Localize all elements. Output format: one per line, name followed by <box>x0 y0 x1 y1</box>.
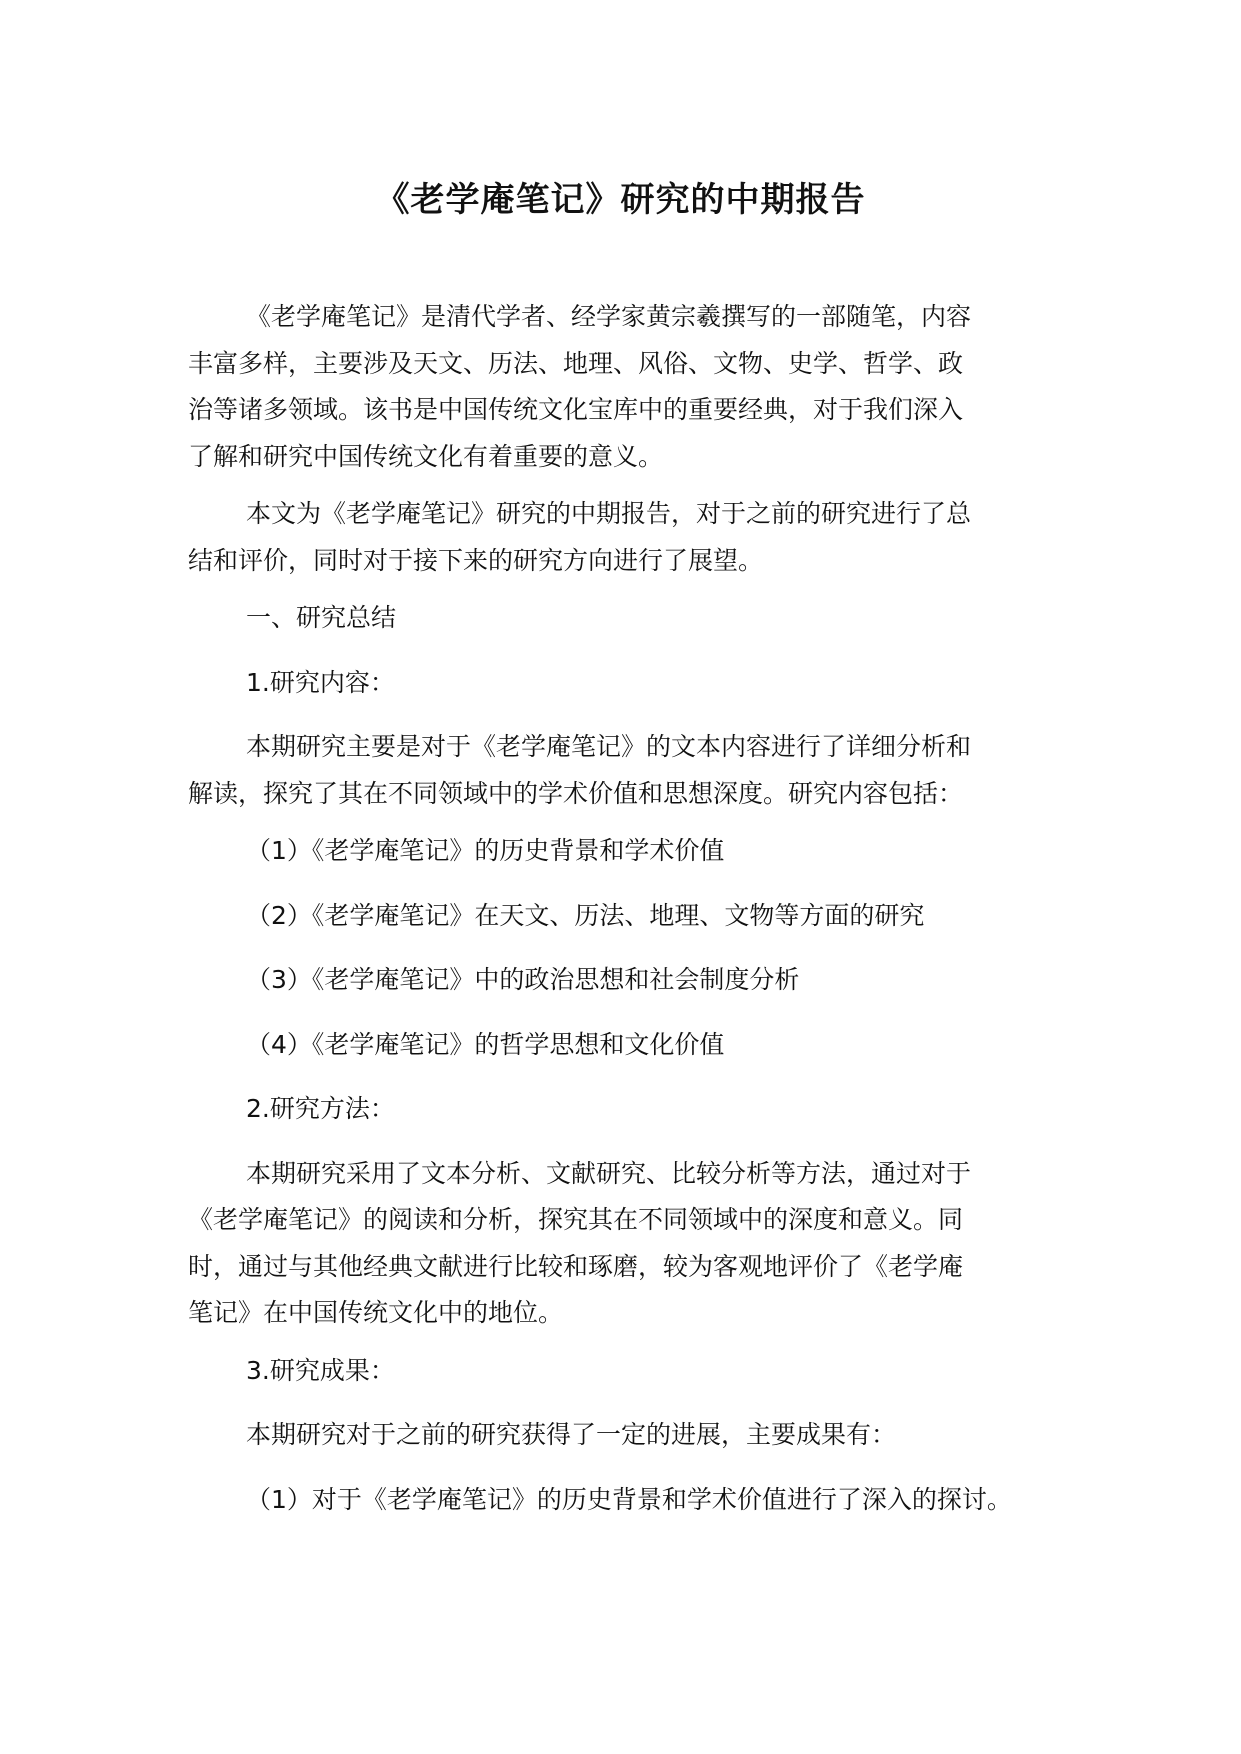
results-intro: 本期研究对于之前的研究获得了一定的进展，主要成果有： <box>246 1420 897 1449</box>
section1-heading: 一、研究总结 <box>246 603 397 632</box>
method-paragraph <box>188 1151 1038 1337</box>
content-item: （3）《老学庵笔记》中的政治思想和社会制度分析 <box>246 965 800 994</box>
method-line: 时，通过与其他经典文献进行比较和琢磨，较为客观地评价了《老学庵 <box>188 1251 964 1281</box>
content-item: （1）《老学庵笔记》的历史背景和学术价值 <box>246 836 725 865</box>
results-heading: 3.研究成果： <box>246 1355 395 1385</box>
intro-line: 丰富多样，主要涉及天文、历法、地理、风俗、文物、史学、哲学、政 <box>188 348 964 378</box>
intro-paragraph <box>188 294 1038 480</box>
method-line: 笔记》在中国传统文化中的地位。 <box>188 1298 564 1327</box>
document-title: 《老学庵笔记》研究的中期报告 <box>375 180 866 220</box>
document-body <box>188 294 1038 1541</box>
content-line: 解读，探究了其在不同领域中的学术价值和思想深度。研究内容包括： <box>188 778 964 808</box>
content-item: （2）《老学庵笔记》在天文、历法、地理、文物等方面的研究 <box>246 900 925 930</box>
intro-line: 《老学庵笔记》是清代学者、经学家黄宗羲撰写的一部随笔，内容 <box>246 302 972 331</box>
content-heading: 1.研究内容： <box>246 667 395 697</box>
method-line: 《老学庵笔记》的阅读和分析，探究其在不同领域中的深度和意义。同 <box>188 1205 964 1234</box>
purpose-paragraph <box>188 491 1038 584</box>
intro-line: 治等诸多领域。该书是中国传统文化宝库中的重要经典，对于我们深入 <box>188 395 964 424</box>
method-heading: 2.研究方法： <box>246 1094 395 1123</box>
content-item: （4）《老学庵笔记》的哲学思想和文化价值 <box>246 1029 725 1059</box>
purpose-line: 本文为《老学庵笔记》研究的中期报告，对于之前的研究进行了总 <box>246 499 972 528</box>
method-line: 本期研究采用了文本分析、文献研究、比较分析等方法，通过对于 <box>246 1158 972 1188</box>
intro-line: 了解和研究中国传统文化有着重要的意义。 <box>188 441 664 471</box>
content-paragraph <box>188 724 1038 817</box>
purpose-line: 结和评价，同时对于接下来的研究方向进行了展望。 <box>188 545 764 575</box>
results-item: （1）对于《老学庵笔记》的历史背景和学术价值进行了深入的探讨。 <box>246 1484 1012 1514</box>
content-line: 本期研究主要是对于《老学庵笔记》的文本内容进行了详细分析和 <box>246 732 972 761</box>
